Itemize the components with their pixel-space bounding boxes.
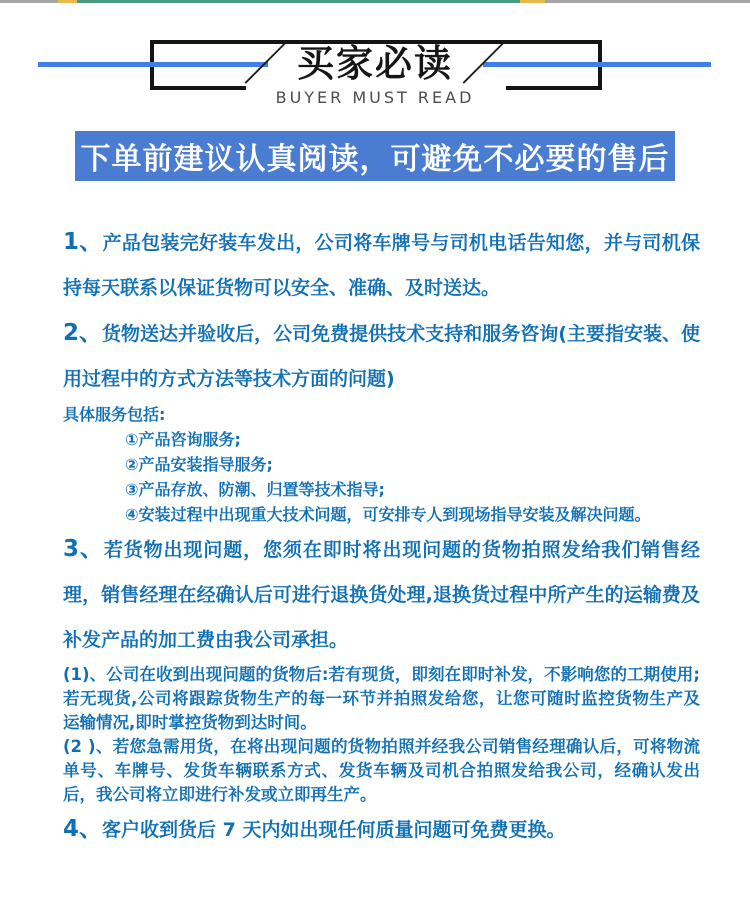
notice-number-1: 1、 bbox=[63, 229, 103, 255]
notice-number-2: 2、 bbox=[63, 320, 103, 346]
service-list-intro: 具体服务包括: bbox=[63, 405, 166, 424]
strip-segment-yellow-left bbox=[58, 0, 77, 3]
notice-number-3: 3、 bbox=[63, 536, 104, 562]
notice-item-4 bbox=[63, 807, 700, 853]
notice-item-3 bbox=[63, 527, 700, 663]
service-list bbox=[63, 402, 700, 527]
service-item-4: ④安装过程中出现重大技术问题，可安排专人到现场指导安装及解决问题。 bbox=[125, 505, 651, 524]
strip-segment-gray-right bbox=[545, 0, 750, 3]
slash-decoration-left: ／ bbox=[243, 37, 289, 91]
section-header bbox=[0, 37, 750, 110]
top-border-strip bbox=[0, 0, 750, 3]
sub-note-number-2: (2 )、 bbox=[63, 737, 113, 756]
notice-text-2: 货物送达并验收后，公司免费提供技术支持和服务咨询(主要指安装、使用过程中的方式方法等技术方面的问题) bbox=[63, 323, 700, 390]
service-item-2: ②产品安装指导服务; bbox=[125, 455, 273, 474]
sub-note-2 bbox=[63, 735, 700, 807]
strip-segment-gray-left bbox=[0, 0, 58, 3]
sub-note-text-2: 若您急需用货，在将出现问题的货物拍照并经我公司销售经理确认后，可将物流单号、车牌号、发货车辆联系方式、发货车辆及司机合拍照发给我公司，经确认发出后，我公司将立即进行补发或立即再生产。 bbox=[63, 737, 701, 804]
section-subtitle: BUYER MUST READ bbox=[275, 88, 475, 107]
slash-decoration-right: ／ bbox=[461, 37, 507, 91]
service-item-3: ③产品存放、防潮、归置等技术指导; bbox=[125, 480, 385, 499]
title-row bbox=[0, 36, 750, 92]
notice-text-3: 若货物出现问题，您须在即时将出现问题的货物拍照发给我们销售经理，销售经理在经确认后可进行退换货处理,退换货过程中所产生的运输费及补发产品的加工费由我公司承担。 bbox=[63, 539, 700, 651]
notice-item-2 bbox=[63, 311, 700, 402]
sub-note-text-1: 公司在收到出现问题的货物后:若有现货，即刻在即时补发，不影响您的工期使用;若无现货,公司将跟踪货物生产的每一环节并拍照发给您，让您可随时监控货物生产及 运输情况,即时掌控货物到达时间。 bbox=[63, 665, 700, 732]
strip-segment-green bbox=[77, 0, 520, 3]
sub-note-1 bbox=[63, 663, 700, 735]
notice-banner: 下单前建议认真阅读，可避免不必要的售后 bbox=[75, 131, 675, 181]
notice-text-1: 产品包装完好装车发出，公司将车牌号与司机电话告知您，并与司机保持每天联系以保证货物可以安全、准确、及时送达。 bbox=[63, 232, 700, 299]
section-title: 买家必读 bbox=[297, 42, 453, 85]
notice-text-4: 客户收到货后 7 天内如出现任何质量问题可免费更换。 bbox=[102, 819, 566, 841]
notice-content bbox=[63, 220, 700, 853]
notice-number-4: 4、 bbox=[63, 816, 103, 842]
service-item-1: ①产品咨询服务; bbox=[125, 430, 241, 449]
strip-segment-yellow-right bbox=[520, 0, 545, 3]
sub-note-number-1: (1)、 bbox=[63, 665, 107, 684]
notice-item-1 bbox=[63, 220, 700, 311]
